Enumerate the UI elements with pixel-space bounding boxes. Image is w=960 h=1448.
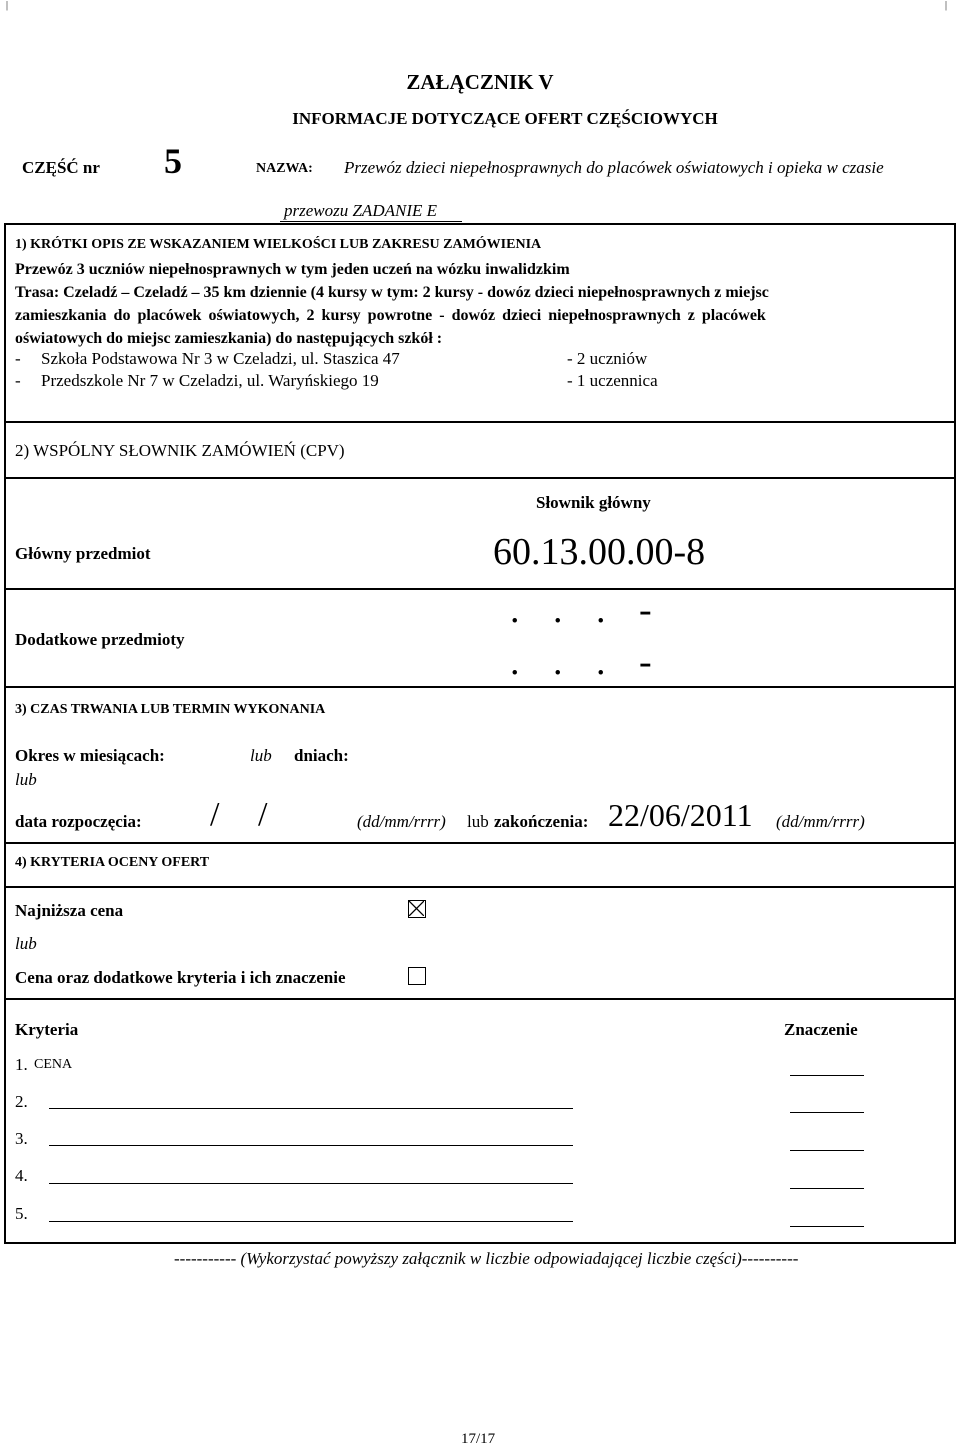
end-label: zakończenia: bbox=[494, 812, 589, 831]
option-lowest-price-checkbox[interactable] bbox=[408, 900, 426, 918]
date-format-1: (dd/mm/rrrr) bbox=[357, 812, 446, 831]
criterion-1-weight-line bbox=[790, 1075, 864, 1076]
criterion-4-num: 4. bbox=[15, 1166, 28, 1185]
name-value-line2: przewozu ZADANIE E bbox=[284, 201, 437, 220]
criterion-3-weight-line bbox=[790, 1150, 864, 1151]
cpv-main-label: Główny przedmiot bbox=[15, 544, 151, 563]
criterion-2-weight-line bbox=[790, 1112, 864, 1113]
lub-text-1: lub bbox=[250, 746, 272, 765]
criterion-3-line bbox=[49, 1145, 573, 1146]
criterion-2-num: 2. bbox=[15, 1092, 28, 1111]
section1-line2: Trasa: Czeladź – Czeladź – 35 km dziennie (4 kursy w tym: 2 kursy - dowóz dzieci niepełnosprawnych z miejsc bbox=[15, 284, 769, 301]
end-value: 22/06/2011 bbox=[608, 797, 753, 833]
page-number: 17/17 bbox=[461, 1431, 496, 1447]
start-label: data rozpoczęcia: bbox=[15, 812, 142, 831]
cpv-additional-code-2: . . . - bbox=[510, 641, 652, 683]
option-price-and-criteria-checkbox[interactable] bbox=[408, 967, 426, 985]
name-underline bbox=[280, 221, 462, 222]
lub-text-4: lub bbox=[15, 934, 37, 953]
criterion-5-num: 5. bbox=[15, 1204, 28, 1223]
page-subtitle: INFORMACJE DOTYCZĄCE OFERT CZĘŚCIOWYCH bbox=[292, 109, 718, 128]
section1-heading: 1) KRÓTKI OPIS ZE WSKAZANIEM WIELKOŚCI LUB ZAKRESU ZAMÓWIENIA bbox=[15, 237, 542, 252]
name-label: NAZWA: bbox=[256, 161, 313, 176]
days-label: dniach: bbox=[294, 746, 349, 765]
school-1-name: Szkoła Podstawowa Nr 3 w Czeladzi, ul. Staszica 47 bbox=[41, 349, 400, 368]
criterion-5-weight-line bbox=[790, 1226, 864, 1227]
lub-text-3: lub bbox=[467, 812, 489, 831]
weight-label: Znaczenie bbox=[784, 1020, 858, 1039]
cpv-column-header: Słownik główny bbox=[536, 493, 651, 512]
section1-line4: oświatowych do miejsc zamieszkania) do następujących szkół : bbox=[15, 330, 443, 347]
name-value-line1: Przewóz dzieci niepełnosprawnych do placówek oświatowych i opieka w czasie bbox=[344, 158, 884, 177]
cpv-additional-label: Dodatkowe przedmioty bbox=[15, 630, 185, 649]
cpv-main-code: 60.13.00.00-8 bbox=[493, 531, 706, 573]
part-number: 5 bbox=[164, 141, 182, 181]
criterion-2-line bbox=[49, 1108, 573, 1109]
footer-note: ----------- (Wykorzystać powyższy załącznik w liczbie odpowiadającej liczbie części)---------- bbox=[174, 1249, 799, 1268]
option-price-and-criteria: Cena oraz dodatkowe kryteria i ich znaczenie bbox=[15, 968, 346, 987]
cpv-table bbox=[4, 477, 956, 688]
criterion-4-line bbox=[49, 1183, 573, 1184]
section3-heading: 3) CZAS TRWANIA LUB TERMIN WYKONANIA bbox=[15, 702, 326, 717]
criterion-3-num: 3. bbox=[15, 1129, 28, 1148]
section2-heading: 2) WSPÓLNY SŁOWNIK ZAMÓWIEŃ (CPV) bbox=[15, 441, 345, 460]
criteria-label: Kryteria bbox=[15, 1020, 79, 1039]
lub-text-2: lub bbox=[15, 770, 37, 789]
school-2-count: - 1 uczennica bbox=[567, 371, 658, 390]
date-format-2: (dd/mm/rrrr) bbox=[776, 812, 865, 831]
option-lowest-price: Najniższa cena bbox=[15, 901, 124, 920]
criterion-1-num: 1. bbox=[15, 1055, 28, 1074]
school-2-dash: - bbox=[15, 371, 21, 390]
months-label: Okres w miesiącach: bbox=[15, 746, 165, 765]
start-value: / / bbox=[210, 796, 268, 833]
section1-line3: zamieszkania do placówek oświatowych, 2 kursy powrotne - dowóz dzieci niepełnosprawnych z placówek bbox=[15, 307, 766, 324]
section4-heading: 4) KRYTERIA OCENY OFERT bbox=[15, 855, 210, 870]
criterion-5-line bbox=[49, 1221, 573, 1222]
page-title: ZAŁĄCZNIK V bbox=[406, 70, 554, 94]
criterion-4-weight-line bbox=[790, 1188, 864, 1189]
school-1-count: - 2 uczniów bbox=[567, 349, 648, 368]
cpv-additional-code-1: . . . - bbox=[510, 589, 652, 631]
school-1-dash: - bbox=[15, 349, 21, 368]
section1-line1: Przewóz 3 uczniów niepełnosprawnych w tym jeden uczeń na wózku inwalidzkim bbox=[15, 261, 570, 278]
cpv-row-divider bbox=[4, 588, 956, 590]
part-label: CZĘŚĆ nr bbox=[22, 158, 100, 177]
criterion-1-name: CENA bbox=[34, 1057, 73, 1072]
school-2-name: Przedszkole Nr 7 w Czeladzi, ul. Waryńskiego 19 bbox=[41, 371, 379, 390]
top-left-mark: | bbox=[6, 0, 9, 11]
top-right-mark: | bbox=[945, 0, 948, 11]
